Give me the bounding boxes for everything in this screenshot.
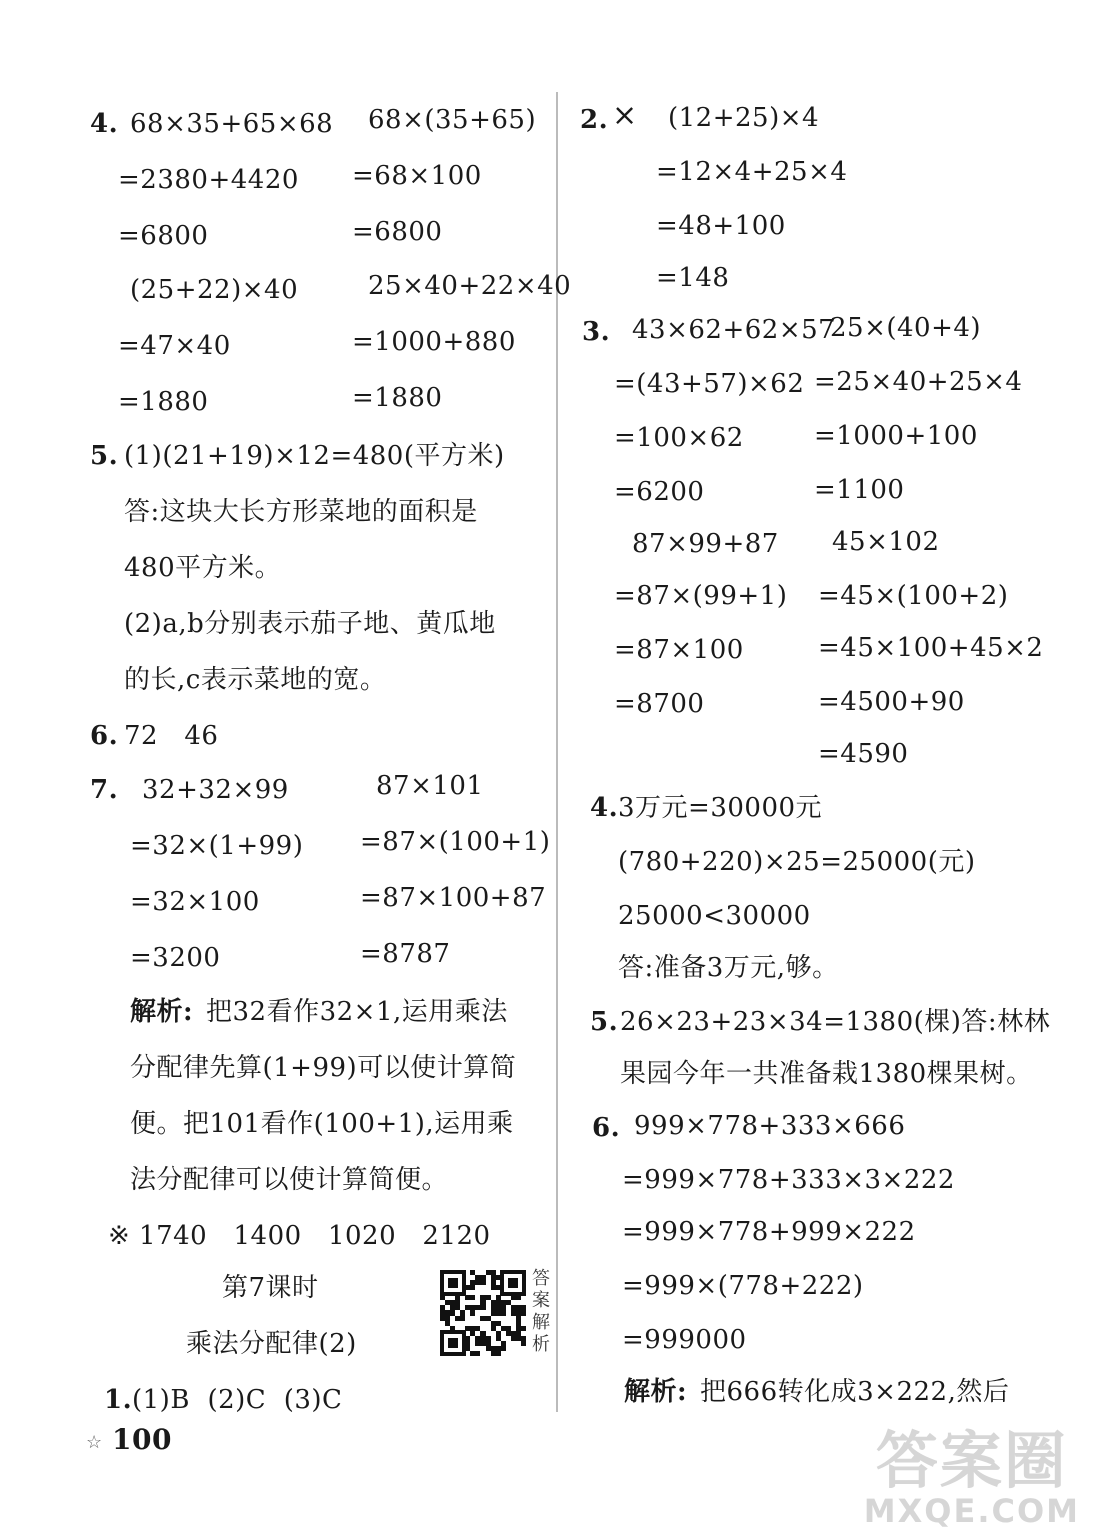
question-number: 6.: [592, 1113, 621, 1143]
star-icon: ☆: [86, 1432, 103, 1453]
analysis-line: 把666转化成3×222,然后: [700, 1377, 1010, 1407]
calc-line: =999000: [622, 1325, 747, 1355]
answer-line: 的长,c表示菜地的宽。: [124, 665, 387, 695]
calc-line: =45×100+45×2: [818, 633, 1044, 663]
calc-line: =6800: [118, 221, 209, 251]
question-number: 2.: [580, 105, 609, 135]
lesson-subtitle: 乘法分配律(2): [186, 1329, 357, 1359]
calc-line: (12+25)×4: [668, 103, 820, 133]
calc-line: =6200: [614, 477, 705, 507]
calc-line: 25×40+22×40: [368, 271, 572, 301]
calc-line: =8700: [614, 689, 705, 719]
question-number: 4.: [590, 793, 619, 823]
calc-line: (25+22)×40: [130, 275, 299, 305]
question-number: 5.: [590, 1007, 619, 1037]
calc-line: =999×778+999×222: [622, 1217, 916, 1247]
answer-line: 25000<30000: [618, 901, 811, 931]
calc-line: =8787: [360, 939, 451, 969]
qr-label: 答案解析: [532, 1268, 550, 1355]
calc-line: =1880: [118, 387, 209, 417]
calc-line: 45×102: [832, 527, 940, 557]
calc-line: =148: [656, 263, 730, 293]
calc-line: =999×778+333×3×222: [622, 1165, 955, 1195]
extra-answers: ※ 1740 1400 1020 2120: [108, 1221, 491, 1251]
answer-line: (2)a,b分别表示茄子地、黄瓜地: [124, 609, 496, 639]
calc-line: 999×778+333×666: [634, 1111, 906, 1141]
answer-line: 480平方米。: [124, 553, 282, 583]
calc-line: 32+32×99: [142, 775, 289, 805]
calc-line: =1000+100: [814, 421, 978, 451]
qr-code[interactable]: [440, 1270, 526, 1356]
calc-line: =32×(1+99): [130, 831, 304, 861]
calc-line: 25×(40+4): [830, 313, 982, 343]
question-number: 3.: [582, 317, 611, 347]
answer-line: 果园今年一共准备栽1380棵果树。: [620, 1059, 1033, 1089]
question-number: 4.: [90, 109, 119, 139]
calc-line: =1100: [814, 475, 905, 505]
calc-line: =87×(99+1): [614, 581, 788, 611]
page-number: 100: [112, 1423, 172, 1456]
calc-line: =48+100: [656, 211, 786, 241]
calc-line: =3200: [130, 943, 221, 973]
answer-line: 答:这块大长方形菜地的面积是: [124, 497, 478, 527]
calc-line: =87×100+87: [360, 883, 547, 913]
answer-line: 72 46: [124, 721, 219, 751]
calc-line: 68×35+65×68: [130, 109, 334, 139]
calc-line: =1000+880: [352, 327, 516, 357]
analysis-label: 解析:: [130, 997, 194, 1027]
calc-line: =999×(778+222): [622, 1271, 864, 1301]
answer-line: 26×23+23×34=1380(棵)答:林林: [620, 1007, 1051, 1037]
question-number: 5.: [90, 441, 119, 471]
calc-line: =12×4+25×4: [656, 157, 848, 187]
calc-line: =25×40+25×4: [814, 367, 1023, 397]
answer-line: (1)(21+19)×12=480(平方米): [124, 441, 505, 471]
wrong-mark: ×: [612, 98, 638, 133]
question-number: 6.: [90, 721, 119, 751]
calc-line: =68×100: [352, 161, 482, 191]
calc-line: =1880: [352, 383, 443, 413]
calc-line: =87×(100+1): [360, 827, 551, 857]
calc-line: =4500+90: [818, 687, 965, 717]
calc-line: =4590: [818, 739, 909, 769]
analysis-line: 法分配律可以使计算简便。: [130, 1165, 449, 1195]
calc-line: =32×100: [130, 887, 260, 917]
answer-line: 答:准备3万元,够。: [618, 953, 839, 983]
calc-line: =100×62: [614, 423, 744, 453]
calc-line: =6800: [352, 217, 443, 247]
calc-line: =87×100: [614, 635, 744, 665]
answer-line: (780+220)×25=25000(元): [618, 847, 976, 877]
question-number: 1.: [104, 1385, 133, 1415]
analysis-line: 便。把101看作(100+1),运用乘: [130, 1109, 514, 1139]
calc-line: =47×40: [118, 331, 231, 361]
calc-line: 87×99+87: [632, 529, 779, 559]
calc-line: 43×62+62×57: [632, 315, 836, 345]
site-watermark: [863, 1424, 1080, 1530]
watermark-title: 答案圈: [875, 1424, 1068, 1497]
watermark-url: MXQE.COM: [863, 1492, 1080, 1530]
calc-line: 87×101: [376, 771, 484, 801]
answer-line: 3万元=30000元: [618, 793, 823, 823]
calc-line: =(43+57)×62: [614, 369, 805, 399]
calc-line: =2380+4420: [118, 165, 299, 195]
calc-line: =45×(100+2): [818, 581, 1009, 611]
analysis-line: 把32看作32×1,运用乘法: [206, 997, 508, 1027]
question-number: 7.: [90, 775, 119, 805]
calc-line: 68×(35+65): [368, 105, 537, 135]
analysis-line: 分配律先算(1+99)可以使计算简: [130, 1053, 517, 1083]
analysis-label: 解析:: [624, 1377, 688, 1407]
lesson-title: 第7课时: [222, 1273, 319, 1303]
answer-line: (1)B (2)C (3)C: [132, 1385, 343, 1415]
